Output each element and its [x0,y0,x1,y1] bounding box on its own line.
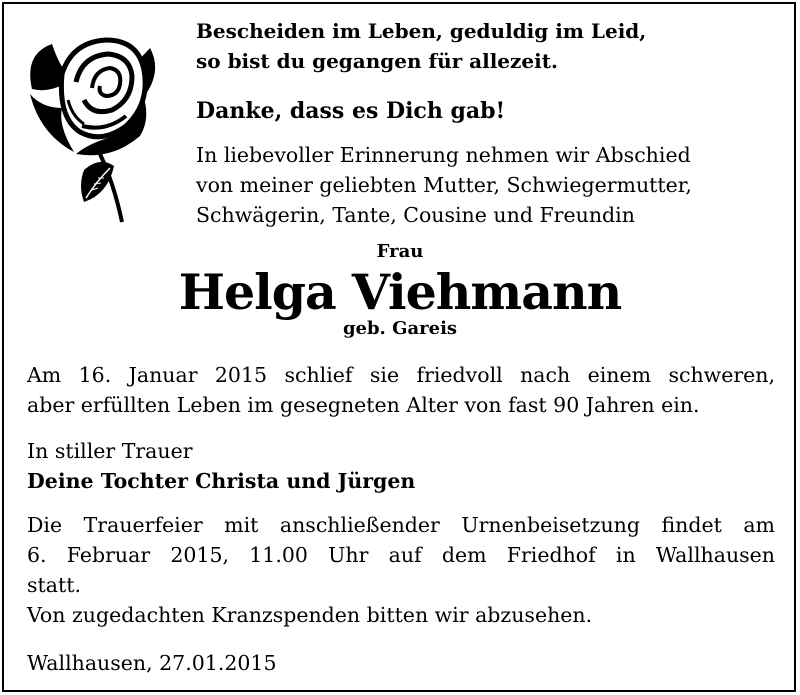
mourners-names: Deine Tochter Christa und Jürgen [27,469,416,493]
intro-line: Schwägerin, Tante, Cousine und Freundin [196,203,635,227]
intro-line: In liebevoller Erinnerung nehmen wir Abschied [196,143,691,167]
deceased-name: Helga Viehmann [178,263,622,321]
place-date: Wallhausen, 27.01.2015 [27,651,277,675]
funeral-line: 6. Februar 2015, 11.00 Uhr auf dem Friedhof in Wallhausen [27,543,775,567]
mourners-intro: In stiller Trauer [27,439,193,463]
intro-text [196,140,692,230]
funeral-info [27,510,775,630]
death-notice-line: aber erfüllten Leben im gesegneten Alter von fast 90 Jahren ein. [27,393,700,417]
rose-icon [22,34,172,224]
maiden-name: geb. Gareis [342,318,458,339]
motto-line: Bescheiden im Leben, geduldig im Leid, [196,19,647,43]
funeral-line: statt. [27,573,81,597]
funeral-line: Von zugedachten Kranzspenden bitten wir abzusehen. [27,603,593,627]
motto-verse [196,16,646,76]
salutation [0,241,800,262]
funeral-line: Die Trauerfeier mit anschließender Urnenbeisetzung findet am [27,513,775,537]
salutation-text: Frau [376,241,424,262]
death-notice-line: Am 16. Januar 2015 schlief sie friedvoll nach einem schweren, [27,363,775,387]
intro-line: von meiner geliebten Mutter, Schwiegermutter, [196,173,692,197]
mourners [27,436,775,496]
motto-line: so bist du gegangen für allezeit. [196,49,558,73]
death-notice [27,360,775,420]
thanks-line: Danke, dass es Dich gab! [196,98,506,124]
